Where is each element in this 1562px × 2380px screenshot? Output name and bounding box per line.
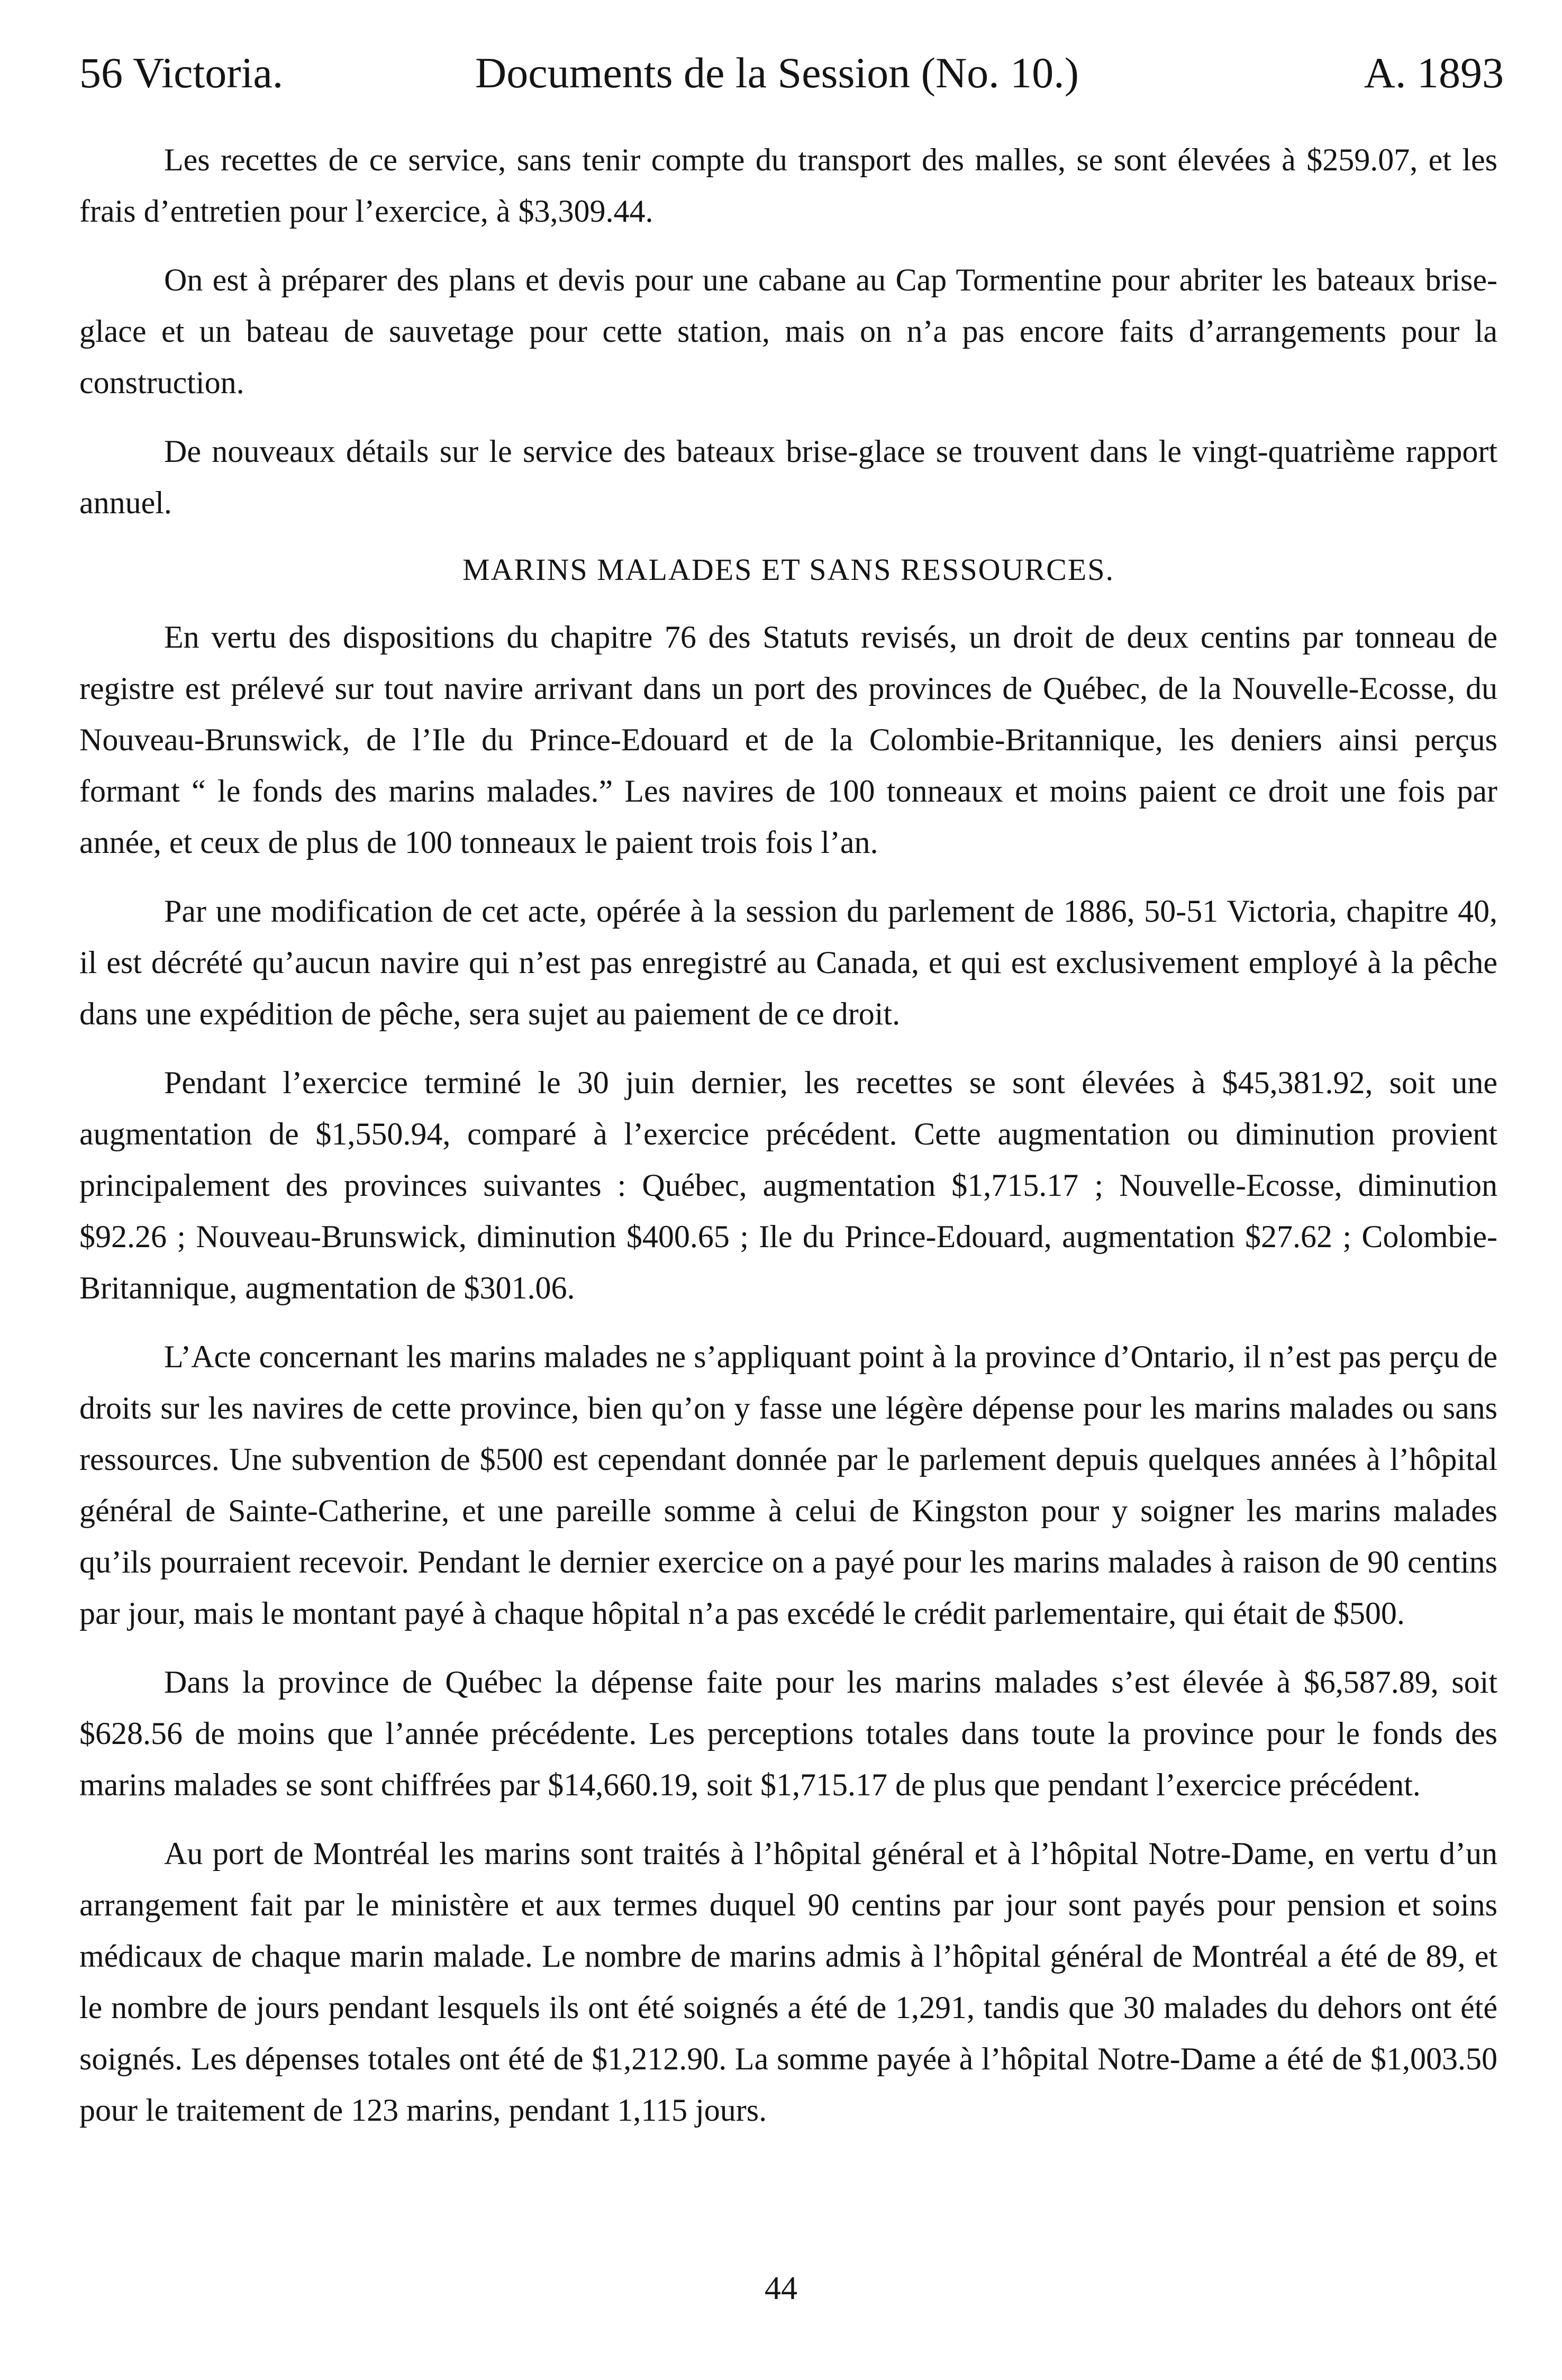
paragraph-act-amendment: Par une modification de cet acte, opérée à la session du parlement de 1886, 50-51 Victoria, chapitre 40, il est décrété qu’aucun navire qui n’est pas enregistré au Canada, et qui est exclusivement employé à la pêche dans une expédition de pêche, sera sujet au paiement de ce droit. [79, 894, 1497, 1031]
paragraph-cabin-plans: On est à préparer des plans et devis pour une cabane au Cap Tormentine pour abriter les bateaux brise-glace et un bateau de sauvetage pour cette station, mais on n’a pas encore faits d’arrangements pour la construction. [79, 262, 1497, 400]
body-text [79, 134, 1497, 2154]
paragraph-receipts: Les recettes de ce service, sans tenir compte du transport des malles, se sont élevées à $259.07, et les frais d’entretien pour l’exercice, à $3,309.44. [79, 142, 1497, 229]
paragraph-montreal: Au port de Montréal les marins sont traités à l’hôpital général et à l’hôpital Notre-Dame, en vertu d’un arrangement fait par le ministère et aux termes duquel 90 centins par jour sont payés pour pension et soins médicaux de chaque marin malade. Le nombre de marins admis à l’hôpital général de Montréal a été de 89, et le nombre de jours pendant lesquels ils ont été soignés a été de 1,291, tandis que 30 malades du dehors ont été soignés. Les dépenses totales ont été de $1,212.90. La somme payée à l’hôpital Notre-Dame a été de $1,003.50 pour le traitement de 123 marins, pendant 1,115 jours. [79, 1836, 1497, 2128]
header-session-year: 56 Victoria. [79, 49, 284, 97]
paragraph-statute-duty: En vertu des dispositions du chapitre 76 des Statuts revisés, un droit de deux centins par tonneau de registre est prélevé sur tout navire arrivant dans un port des provinces de Québec, de la Nouvelle-Ecosse, du Nouveau-Brunswick, de l’Ile du Prince-Edouard et de la Colombie-Britannique, les deniers ainsi perçus formant “ le fonds des marins malades.” Les navires de 100 tonneaux et moins paient ce droit une fois par année, et ceux de plus de 100 tonneaux le paient trois fois l’an. [79, 620, 1497, 860]
page-number: 44 [765, 2270, 797, 2306]
paragraph-report-reference: De nouveaux détails sur le service des bateaux brise-glace se trouvent dans le vingt-quatrième rapport annuel. [79, 434, 1497, 520]
header-document-title: Documents de la Session (No. 10.) [475, 49, 1079, 97]
section-heading: MARINS MALADES ET SANS RESSOURCES. [462, 552, 1114, 587]
running-header [79, 47, 1504, 115]
paragraph-quebec: Dans la province de Québec la dépense faite pour les marins malades s’est élevée à $6,587.89, soit $628.56 de moins que l’année précédente. Les perceptions totales dans toute la province pour le fonds des marins malades se sont chiffrées par $14,660.19, soit $1,715.17 de plus que pendant l’exercice précédent. [79, 1665, 1497, 1802]
paragraph-ontario: L’Acte concernant les marins malades ne s’appliquant point à la province d’Ontario, il n’est pas perçu de droits sur les navires de cette province, bien qu’on y fasse une légère dépense pour les marins malades ou sans ressources. Une subvention de $500 est cependant donnée par le parlement depuis quelques années à l’hôpital général de Sainte-Catherine, et une pareille somme à celui de Kingston pour y soigner les marins malades qu’ils pourraient recevoir. Pendant le dernier exercice on a payé pour les marins malades à raison de 90 centins par jour, mais le montant payé à chaque hôpital n’a pas excédé le crédit parlementaire, qui était de $500. [79, 1339, 1497, 1631]
paragraph-fiscal-receipts: Pendant l’exercice terminé le 30 juin dernier, les recettes se sont élevées à $45,381.92, soit une augmentation de $1,550.94, comparé à l’exercice précédent. Cette augmentation ou diminution provient principalement des provinces suivantes : Québec, augmentation $1,715.17 ; Nouvelle-Ecosse, diminution $92.26 ; Nouveau-Brunswick, diminution $400.65 ; Ile du Prince-Edouard, augmentation $27.62 ; Colombie-Britannique, augmentation de $301.06. [79, 1065, 1497, 1305]
header-year: A. 1893 [1364, 49, 1504, 97]
